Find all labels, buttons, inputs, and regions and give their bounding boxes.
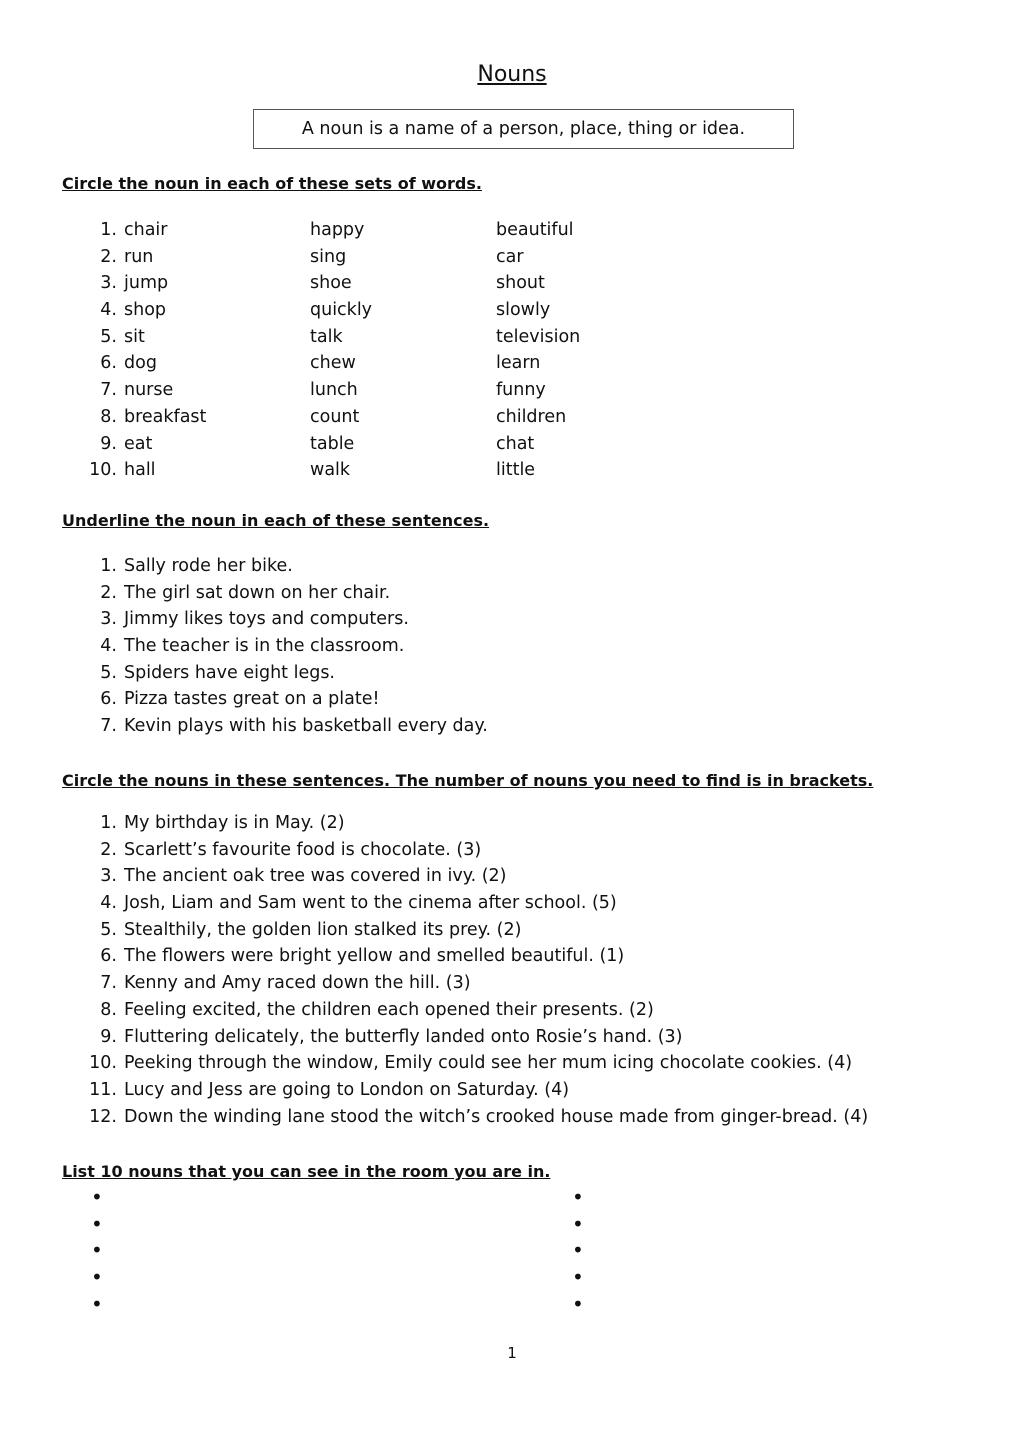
item-number (62, 217, 124, 244)
item-number-text: 4. (100, 300, 117, 321)
item-number (62, 580, 124, 607)
definition-box (253, 109, 794, 149)
sentence-item (62, 1104, 868, 1131)
item-number-text: 4. (100, 636, 117, 657)
word-option: shop (124, 300, 167, 321)
item-number-text: 5. (100, 662, 117, 683)
bullet-point: • (91, 1238, 103, 1263)
item-number-text: 11. (89, 1079, 117, 1100)
sentence-item (62, 686, 488, 713)
item-number-text: 2. (100, 582, 117, 603)
word-option: hall (124, 460, 156, 481)
word-option: quickly (310, 300, 373, 321)
item-number-text: 5. (100, 326, 117, 347)
item-number (62, 1077, 124, 1104)
word-option: little (496, 460, 536, 481)
word-set-row (62, 270, 580, 297)
sentence-text: Spiders have eight legs. (124, 662, 335, 683)
item-number (62, 270, 124, 297)
bullet-point: • (91, 1211, 103, 1236)
sentence-text: Feeling excited, the children each opened their presents. (2) (124, 999, 654, 1020)
item-number-text: 1. (100, 556, 117, 576)
word-option: count (310, 406, 360, 427)
item-number (62, 297, 124, 324)
bullet-point: • (572, 1238, 584, 1263)
section3-heading: Circle the nouns in these sentences. The number of nouns you need to find is in brackets. (62, 771, 874, 790)
bullet-point: • (572, 1185, 584, 1209)
word-option: chat (496, 433, 535, 454)
word-option: happy (310, 220, 365, 240)
sentence-text: Lucy and Jess are going to London on Saturday. (4) (124, 1079, 570, 1100)
item-number-text: 9. (100, 433, 117, 454)
word-option: shoe (310, 273, 352, 294)
bullet-point: • (91, 1185, 103, 1209)
word-set-row (62, 297, 580, 324)
bullet-point: • (91, 1291, 103, 1316)
item-number (62, 244, 124, 271)
item-number (62, 1104, 124, 1131)
sentence-text: The teacher is in the classroom. (124, 636, 405, 657)
word-option: table (310, 433, 355, 454)
sentence-item (62, 943, 868, 970)
sentence-item (62, 837, 868, 864)
item-number-text: 2. (100, 839, 117, 860)
sentence-text: Jimmy likes toys and computers. (124, 609, 409, 630)
word-option: jump (124, 273, 169, 294)
sentence-item (62, 970, 868, 997)
item-number-text: 8. (100, 406, 117, 427)
word-set-row (62, 457, 580, 484)
item-number-text: 3. (100, 609, 117, 630)
sentence-item (62, 660, 488, 687)
word-option: eat (124, 433, 153, 454)
sentence-text: Kevin plays with his basketball every day. (124, 716, 488, 737)
item-number (62, 917, 124, 944)
item-number-text: 6. (100, 946, 117, 967)
item-number-text: 1. (100, 813, 117, 833)
sentence-item (62, 1077, 868, 1104)
item-number (62, 660, 124, 687)
underline-sentences-list (62, 553, 488, 740)
item-number-text: 7. (100, 716, 117, 737)
word-set-row (62, 244, 580, 271)
word-option: run (124, 246, 154, 267)
item-number (62, 810, 124, 837)
word-sets-list (62, 217, 580, 484)
word-option: sing (310, 246, 347, 267)
word-set-row (62, 377, 580, 404)
item-number-text: 7. (100, 380, 117, 401)
item-number (62, 997, 124, 1024)
word-option: chew (310, 353, 356, 374)
sentence-text: The flowers were bright yellow and smelled beautiful. (1) (124, 946, 625, 967)
section4-heading: List 10 nouns that you can see in the room you are in. (62, 1162, 551, 1181)
sentence-text: My birthday is in May. (2) (124, 813, 345, 833)
sentence-text: Sally rode her bike. (124, 556, 293, 576)
page-title: Nouns (477, 62, 547, 87)
section1-heading: Circle the noun in each of these sets of words. (62, 174, 482, 193)
sentence-text: Scarlett’s favourite food is chocolate. (3) (124, 839, 482, 860)
word-option: dog (124, 353, 157, 374)
sentence-item (62, 553, 488, 580)
item-number (62, 606, 124, 633)
bullet-point: • (572, 1211, 584, 1236)
item-number-text: 6. (100, 689, 117, 710)
sentence-text: Peeking through the window, Emily could see her mum icing chocolate cookies. (4) (124, 1053, 853, 1074)
item-number-text: 3. (100, 866, 117, 887)
section2-heading: Underline the noun in each of these sentences. (62, 511, 490, 530)
item-number-text: 10. (89, 1053, 117, 1074)
item-number (62, 943, 124, 970)
circle-sentences-list (62, 810, 868, 1130)
item-number (62, 404, 124, 431)
sentence-item (62, 1024, 868, 1051)
sentence-text: Stealthily, the golden lion stalked its prey. (2) (124, 919, 522, 940)
word-option: talk (310, 326, 343, 347)
item-number (62, 324, 124, 351)
sentence-item (62, 633, 488, 660)
item-number (62, 350, 124, 377)
item-number (62, 890, 124, 917)
definition-text: A noun is a name of a person, place, thing or idea. (301, 119, 746, 139)
item-number-text: 10. (89, 460, 117, 481)
item-number (62, 1024, 124, 1051)
sentence-item (62, 713, 488, 740)
bullet-list-left (91, 1184, 103, 1317)
item-number (62, 970, 124, 997)
item-number-text: 8. (100, 999, 117, 1020)
item-number-text: 4. (100, 893, 117, 914)
item-number (62, 553, 124, 580)
word-option: lunch (310, 380, 358, 401)
item-number (62, 686, 124, 713)
word-option: slowly (496, 300, 551, 321)
page-number: 1 (507, 1344, 517, 1362)
sentence-item (62, 917, 868, 944)
item-number-text: 12. (89, 1106, 117, 1127)
word-set-row (62, 217, 580, 244)
item-number (62, 1050, 124, 1077)
word-set-row (62, 404, 580, 431)
sentence-item (62, 606, 488, 633)
sentence-text: Kenny and Amy raced down the hill. (3) (124, 973, 471, 994)
word-option: nurse (124, 380, 174, 401)
sentence-text: The girl sat down on her chair. (124, 582, 391, 603)
sentence-item (62, 863, 868, 890)
item-number (62, 713, 124, 740)
sentence-text: Josh, Liam and Sam went to the cinema after school. (5) (124, 893, 617, 914)
word-option: television (496, 326, 581, 347)
item-number-text: 9. (100, 1026, 117, 1047)
sentence-text: Fluttering delicately, the butterfly landed onto Rosie’s hand. (3) (124, 1026, 683, 1047)
item-number (62, 633, 124, 660)
bullet-list-right (572, 1184, 584, 1317)
word-option: chair (124, 220, 168, 240)
word-option: children (496, 406, 567, 427)
sentence-text: The ancient oak tree was covered in ivy. (2) (124, 866, 507, 887)
item-number (62, 377, 124, 404)
sentence-item (62, 810, 868, 837)
word-option: learn (496, 353, 541, 374)
sentence-item (62, 1050, 868, 1077)
sentence-item (62, 580, 488, 607)
bullet-point: • (91, 1265, 103, 1290)
item-number-text: 2. (100, 246, 117, 267)
item-number (62, 457, 124, 484)
item-number (62, 863, 124, 890)
word-set-row (62, 431, 580, 458)
word-option: walk (310, 460, 351, 481)
item-number-text: 3. (100, 273, 117, 294)
sentence-text: Pizza tastes great on a plate! (124, 689, 380, 710)
sentence-item (62, 997, 868, 1024)
item-number-text: 5. (100, 919, 117, 940)
item-number-text: 1. (100, 220, 117, 240)
word-option: shout (496, 273, 545, 294)
word-option: car (496, 246, 524, 267)
word-option: funny (496, 380, 546, 401)
sentence-text: Down the winding lane stood the witch’s crooked house made from ginger-bread. (4) (124, 1106, 869, 1127)
word-set-row (62, 350, 580, 377)
item-number (62, 431, 124, 458)
word-option: breakfast (124, 406, 207, 427)
bullet-point: • (572, 1291, 584, 1316)
sentence-item (62, 890, 868, 917)
item-number-text: 7. (100, 973, 117, 994)
item-number-text: 6. (100, 353, 117, 374)
word-option: beautiful (496, 220, 574, 240)
word-set-row (62, 324, 580, 351)
item-number (62, 837, 124, 864)
word-option: sit (124, 326, 145, 347)
bullet-point: • (572, 1265, 584, 1290)
